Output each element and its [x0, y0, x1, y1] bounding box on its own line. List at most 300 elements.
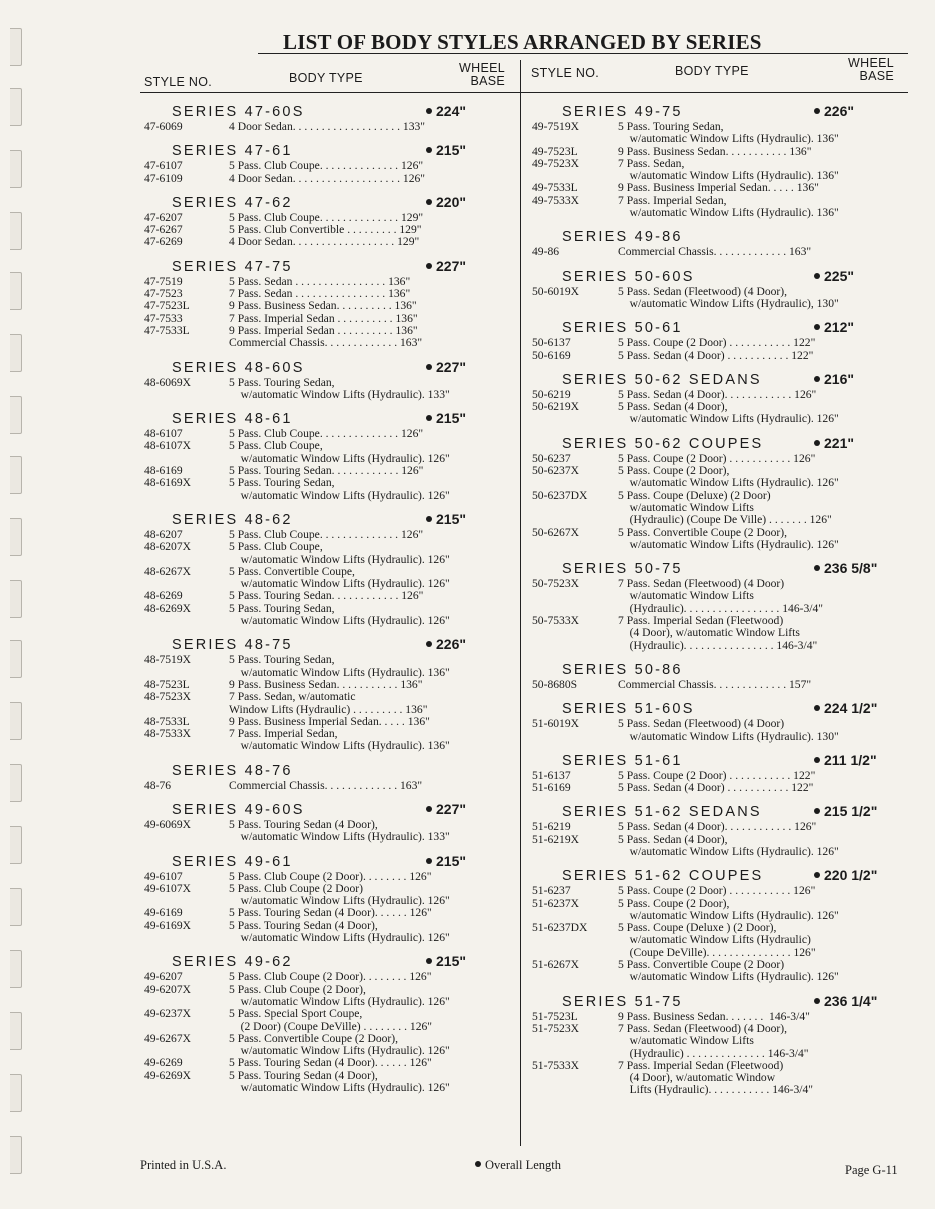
style-number: 51-6237DX [532, 921, 588, 935]
series-wheelbase [814, 700, 877, 716]
bullet-icon [426, 858, 432, 864]
wheelbase-value: 221" [824, 434, 854, 451]
wheelbase-value: 227" [436, 800, 466, 817]
style-number: 47-7523L [144, 299, 190, 313]
body-type-line: w/automatic Window Lifts (Hydraulic). 126" [229, 488, 450, 502]
body-style-row [144, 907, 514, 919]
body-type-line: 5 Pass. Club Coupe. . . . . . . . . . . . . . 129" [229, 210, 424, 224]
body-type-line: w/automatic Window Lifts (Hydraulic). 126" [618, 844, 839, 858]
body-style-row [532, 782, 902, 794]
body-type-line: w/automatic Window Lifts (Hydraulic). 126" [618, 412, 839, 426]
body-type-line: 9 Pass. Business Sedan. . . . . . . . . . 136" [229, 299, 417, 313]
series-wheelbase [814, 752, 877, 768]
bullet-icon [426, 415, 432, 421]
binder-hole [10, 88, 22, 126]
series-name: SERIES 50-86 [562, 661, 683, 678]
binder-hole [10, 456, 22, 494]
style-number: 48-6107 [144, 427, 183, 441]
style-number: 47-7519 [144, 274, 183, 288]
binder-hole [10, 28, 22, 66]
series-header [532, 264, 902, 286]
style-number: 49-7523X [532, 156, 580, 170]
binder-hole [10, 826, 22, 864]
body-type-line: w/automatic Window Lifts (Hydraulic). 136" [229, 665, 450, 679]
wheelbase-value: 226" [436, 636, 466, 653]
body-type-line: 5 Pass. Touring Sedan, [229, 375, 335, 389]
style-number: 49-7519X [532, 120, 580, 133]
series-header [532, 224, 902, 246]
series-wheelbase [426, 801, 466, 817]
body-style-row [532, 182, 902, 194]
bullet-icon [814, 808, 820, 814]
style-number: 48-6169X [144, 476, 192, 490]
series-wheelbase [426, 511, 466, 527]
style-number: 49-6069X [144, 817, 192, 831]
series-name: SERIES 47-61 [172, 143, 293, 160]
style-number: 51-6137 [532, 768, 571, 782]
body-style-row [144, 428, 514, 440]
series-name: SERIES 51-60S [562, 701, 695, 718]
body-type-line: 5 Pass. Sedan (4 Door). . . . . . . . . . . . 126" [618, 387, 817, 401]
body-style-row [532, 158, 902, 183]
body-type-line: w/automatic Window Lifts (Hydraulic). 126" [229, 994, 450, 1008]
series-name: SERIES 49-75 [562, 104, 683, 120]
binder-hole [10, 150, 22, 188]
body-style-row [532, 146, 902, 158]
body-type-line: 5 Pass. Coupe (2 Door), [618, 896, 730, 910]
body-type-line: w/automatic Window Lifts (Hydraulic). 126" [229, 577, 450, 591]
body-type-line: 5 Pass. Club Coupe (2 Door) [229, 881, 363, 895]
style-number: 49-6107X [144, 881, 192, 895]
body-type-line: 7 Pass. Sedan . . . . . . . . . . . . . . . . 136" [229, 287, 411, 301]
body-type-line: 5 Pass. Coupe (2 Door) . . . . . . . . . . . 122" [618, 768, 816, 782]
style-number: 47-7533L [144, 323, 190, 337]
body-style-row [144, 300, 514, 312]
style-number: 49-7523L [532, 144, 578, 158]
style-number: 50-6169 [532, 348, 571, 362]
binder-holes [0, 0, 30, 1209]
header-base: BASE [470, 74, 505, 88]
bullet-icon [426, 108, 432, 114]
body-type-line: w/automatic Window Lifts (Hydraulic). 126" [618, 537, 839, 551]
series-wheelbase [814, 993, 877, 1009]
series-header [532, 863, 902, 885]
body-type-line: 9 Pass. Business Imperial Sedan. . . . . 136" [229, 714, 430, 728]
body-style-row [144, 1008, 514, 1033]
style-number: 49-6169X [144, 918, 192, 932]
body-type-line: 5 Pass. Sedan (Fleetwood) (4 Door), [618, 284, 788, 298]
series-name: SERIES 51-62 COUPES [562, 868, 764, 885]
body-style-row [144, 541, 514, 566]
style-number: 50-6237DX [532, 488, 588, 502]
body-type-line: 5 Pass. Convertible Coupe, [229, 564, 355, 578]
body-type-line: 7 Pass. Sedan, w/automatic [229, 690, 356, 704]
body-style-row [144, 780, 514, 792]
series-wheelbase [814, 435, 854, 451]
style-number: 50-6137 [532, 336, 571, 350]
body-type-line: 5 Pass. Coupe (2 Door) . . . . . . . . . . . 126" [618, 451, 816, 465]
wheelbase-value: 211 1/2" [824, 751, 877, 768]
body-type-line: w/automatic Window Lifts (Hydraulic). 126" [229, 614, 450, 628]
body-style-row [532, 834, 902, 859]
body-style-row [532, 959, 902, 984]
wheelbase-value: 220" [436, 193, 466, 210]
body-type-line: 9 Pass. Business Sedan. . . . . . . 146-3/4" [618, 1009, 810, 1023]
body-type-line: w/automatic Window Lifts (Hydraulic). 126" [618, 908, 839, 922]
body-type-line: 5 Pass. Sedan (4 Door). . . . . . . . . . . . 126" [618, 820, 817, 834]
body-style-row [532, 337, 902, 349]
series-name: SERIES 47-62 [172, 194, 293, 211]
binder-hole [10, 950, 22, 988]
style-number: 50-6219X [532, 400, 580, 414]
body-type-line: w/automatic Window Lifts (Hydraulic). 133" [229, 830, 450, 844]
body-style-row [144, 173, 514, 185]
body-style-row [532, 898, 902, 923]
style-number: 48-7523X [144, 690, 192, 704]
series-wheelbase [426, 194, 466, 210]
series-name: SERIES 47-75 [172, 258, 293, 275]
style-number: 49-7533L [532, 181, 578, 195]
body-style-row [144, 325, 514, 350]
body-type-line: w/automatic Window Lifts (Hydraulic). 136" [618, 206, 839, 220]
bullet-icon [426, 516, 432, 522]
body-type-line: (4 Door), w/automatic Window [618, 1071, 776, 1085]
body-type-line: w/automatic Window Lifts [618, 1034, 754, 1048]
style-number: 50-7523X [532, 577, 580, 591]
wheelbase-value: 215 1/2" [824, 803, 878, 820]
series-wheelbase [814, 867, 877, 883]
body-type-line: 7 Pass. Sedan (Fleetwood) (4 Door) [618, 577, 785, 591]
series-header [144, 355, 514, 377]
style-number: 48-76 [144, 778, 172, 792]
series-wheelbase [426, 410, 466, 426]
header-wheel: WHEEL [459, 61, 505, 75]
series-name: SERIES 50-75 [562, 561, 683, 578]
series-header [532, 799, 902, 821]
body-type-line: (Coupe DeVille). . . . . . . . . . . . . . . 126" [618, 945, 816, 959]
bullet-icon [426, 199, 432, 205]
bullet-icon [814, 273, 820, 279]
style-number: 47-6207 [144, 210, 183, 224]
style-number: 48-6069X [144, 375, 192, 389]
series-name: SERIES 49-60S [172, 801, 305, 818]
body-style-row [144, 160, 514, 172]
wheelbase-value: 227" [436, 257, 466, 274]
series-header [144, 190, 514, 212]
body-type-line: w/automatic Window Lifts (Hydraulic), 130" [618, 296, 839, 310]
body-type-line: w/automatic Window Lifts (Hydraulic). 136" [229, 739, 450, 753]
body-type-line: 7 Pass. Imperial Sedan . . . . . . . . . . 136" [229, 311, 418, 325]
series-name: SERIES 51-62 SEDANS [562, 804, 762, 821]
body-type-line: 4 Door Sedan. . . . . . . . . . . . . . . . . . 129" [229, 235, 420, 249]
wheelbase-value: 227" [436, 358, 466, 375]
body-type-line: 5 Pass. Coupe (2 Door), [618, 464, 730, 478]
body-type-line: 5 Pass. Club Coupe, [229, 439, 323, 453]
body-type-line: 5 Pass. Touring Sedan, [229, 653, 335, 667]
style-number: 49-6169 [144, 906, 183, 920]
series-wheelbase [814, 103, 854, 119]
body-type-line: 5 Pass. Touring Sedan. . . . . . . . . . . . 126" [229, 464, 424, 478]
series-name: SERIES 50-61 [562, 320, 683, 337]
series-wheelbase [814, 371, 854, 387]
body-style-row [532, 615, 902, 652]
body-type-line: w/automatic Window Lifts (Hydraulic). 136" [618, 169, 839, 183]
style-number: 49-6267X [144, 1031, 192, 1045]
style-number: 47-6267 [144, 223, 183, 237]
body-type-line: (4 Door), w/automatic Window Lifts [618, 626, 800, 640]
body-type-line: 7 Pass. Imperial Sedan (Fleetwood) [618, 614, 784, 628]
header-body-type: BODY TYPE [289, 71, 363, 85]
bullet-icon [814, 376, 820, 382]
style-number: 49-6269 [144, 1056, 183, 1070]
body-type-line: 5 Pass. Sedan (4 Door) . . . . . . . . . . . 122" [618, 348, 814, 362]
header-body-type-right: BODY TYPE [675, 64, 749, 78]
body-type-line: Commercial Chassis. . . . . . . . . . . . . 163" [229, 778, 423, 792]
series-header [144, 254, 514, 276]
body-style-row [532, 885, 902, 897]
series-name: SERIES 48-62 [172, 511, 293, 528]
body-type-line: 5 Pass. Sedan (4 Door), [618, 400, 728, 414]
body-type-line: 5 Pass. Sedan . . . . . . . . . . . . . . . . 136" [229, 274, 411, 288]
body-style-row [144, 819, 514, 844]
bullet-icon [814, 440, 820, 446]
style-number: 51-6019X [532, 717, 580, 731]
body-type-line: w/automatic Window Lifts (Hydraulic). 126" [229, 1081, 450, 1095]
body-type-line: w/automatic Window Lifts (Hydraulic). 130" [618, 729, 839, 743]
series-wheelbase [814, 319, 854, 335]
series-name: SERIES 48-61 [172, 411, 293, 428]
body-type-line: 7 Pass. Imperial Sedan, [618, 193, 727, 207]
bullet-icon [814, 757, 820, 763]
body-style-row [532, 527, 902, 552]
series-wheelbase [426, 103, 466, 119]
binder-hole [10, 396, 22, 434]
body-type-line: 5 Pass. Convertible Coupe (2 Door) [618, 958, 785, 972]
series-name: SERIES 49-61 [172, 853, 293, 870]
body-style-row [532, 246, 902, 258]
body-style-row [532, 679, 902, 691]
body-style-row [532, 1023, 902, 1060]
series-header [144, 138, 514, 160]
binder-hole [10, 702, 22, 740]
header-style-no: STYLE NO. [144, 75, 212, 89]
header-rule-right [520, 92, 908, 93]
series-wheelbase [814, 560, 877, 576]
series-wheelbase [426, 953, 466, 969]
body-type-line: w/automatic Window Lifts (Hydraulic). 126" [618, 476, 839, 490]
body-style-row [144, 883, 514, 908]
body-type-line: (Hydraulic). . . . . . . . . . . . . . . . 146-3/4" [618, 638, 818, 652]
body-style-row [532, 350, 902, 362]
body-style-row [144, 1057, 514, 1069]
page-title: LIST OF BODY STYLES ARRANGED BY SERIES [283, 30, 762, 54]
series-name: SERIES 50-62 COUPES [562, 435, 764, 452]
style-number: 47-6069 [144, 120, 183, 133]
style-number: 51-7523L [532, 1009, 578, 1023]
series-name: SERIES 47-60S [172, 104, 305, 120]
body-type-line: 5 Pass. Club Coupe (2 Door). . . . . . . . 126" [229, 869, 432, 883]
body-style-row [144, 1033, 514, 1058]
body-style-row [532, 401, 902, 426]
body-type-line: 5 Pass. Club Coupe. . . . . . . . . . . . . . 126" [229, 427, 424, 441]
body-style-row [532, 718, 902, 743]
series-header [532, 431, 902, 453]
binder-hole [10, 764, 22, 802]
body-type-line: 5 Pass. Touring Sedan (4 Door), [229, 918, 378, 932]
style-number: 49-7533X [532, 193, 580, 207]
series-name: SERIES 51-61 [562, 752, 683, 769]
body-type-line: (2 Door) (Coupe DeVille) . . . . . . . . 126" [229, 1019, 433, 1033]
body-style-row [532, 465, 902, 490]
series-name: SERIES 50-62 SEDANS [562, 371, 762, 388]
bullet-icon [426, 641, 432, 647]
style-number: 51-6219X [532, 832, 580, 846]
body-type-line: 5 Pass. Touring Sedan (4 Door), [229, 1068, 378, 1082]
binder-hole [10, 640, 22, 678]
style-number: 51-6237 [532, 884, 571, 898]
style-number: 51-7533X [532, 1058, 580, 1072]
series-header [144, 849, 514, 871]
body-type-line: w/automatic Window Lifts [618, 589, 754, 603]
wheelbase-value: 224 1/2" [824, 700, 878, 717]
body-type-line: 5 Pass. Sedan (4 Door) . . . . . . . . . . . 122" [618, 781, 814, 795]
style-number: 48-6107X [144, 439, 192, 453]
style-number: 50-6237 [532, 451, 571, 465]
series-header [532, 367, 902, 389]
style-number: 48-6207 [144, 527, 183, 541]
series-header [532, 315, 902, 337]
series-name: SERIES 50-60S [562, 268, 695, 285]
style-number: 48-6269X [144, 601, 192, 615]
body-style-row [144, 590, 514, 602]
body-type-line: 5 Pass. Club Coupe, [229, 540, 323, 554]
body-type-line: 5 Pass. Coupe (2 Door) . . . . . . . . . . . 122" [618, 336, 816, 350]
wheelbase-value: 226" [824, 103, 854, 119]
bullet-icon [814, 565, 820, 571]
wheelbase-value: 215" [436, 852, 466, 869]
style-number: 48-6267X [144, 564, 192, 578]
footer-legend [475, 1158, 561, 1173]
body-type-line: 5 Pass. Coupe (Deluxe) (2 Door) [618, 488, 771, 502]
bullet-icon [814, 324, 820, 330]
series-header [144, 406, 514, 428]
body-style-row [532, 1060, 902, 1097]
style-number: 50-6267X [532, 525, 580, 539]
body-type-line: w/automatic Window Lifts (Hydraulic). 126" [229, 451, 450, 465]
body-type-line: w/automatic Window Lifts (Hydraulic) [618, 933, 811, 947]
body-type-line: Commercial Chassis. . . . . . . . . . . . . 163" [229, 336, 423, 350]
style-number: 48-6207X [144, 540, 192, 554]
body-type-line: 7 Pass. Sedan, [618, 156, 685, 170]
bullet-icon [814, 998, 820, 1004]
body-style-row [144, 654, 514, 679]
series-header [144, 632, 514, 654]
style-number: 47-7533 [144, 311, 183, 325]
header-rule-left [140, 92, 520, 93]
column-divider [520, 60, 521, 1146]
style-number: 50-6219 [532, 387, 571, 401]
series-header [532, 748, 902, 770]
body-type-line: 5 Pass. Touring Sedan (4 Door). . . . . . 126" [229, 1056, 432, 1070]
body-type-line: w/automatic Window Lifts (Hydraulic). 126" [618, 970, 839, 984]
body-type-line: w/automatic Window Lifts (Hydraulic). 126" [229, 894, 450, 908]
body-style-row [532, 195, 902, 220]
style-number: 47-7523 [144, 287, 183, 301]
body-type-line: 5 Pass. Club Coupe (2 Door), [229, 982, 366, 996]
header-base-right: BASE [859, 69, 894, 83]
series-name: SERIES 48-75 [172, 637, 293, 654]
binder-hole [10, 1012, 22, 1050]
series-name: SERIES 48-60S [172, 359, 305, 376]
body-type-line: 7 Pass. Imperial Sedan (Fleetwood) [618, 1058, 784, 1072]
wheelbase-value: 225" [824, 267, 854, 284]
wheelbase-value: 216" [824, 370, 854, 387]
body-type-line: 5 Pass. Touring Sedan (4 Door), [229, 817, 378, 831]
page-number: Page G-11 [845, 1163, 898, 1177]
body-type-line: 7 Pass. Imperial Sedan, [229, 727, 338, 741]
header-style-no-right: STYLE NO. [531, 66, 599, 80]
wheelbase-value: 215" [436, 142, 466, 159]
body-type-line: 5 Pass. Club Convertible . . . . . . . . . 129" [229, 223, 422, 237]
body-style-row [144, 566, 514, 591]
wheelbase-value: 215" [436, 510, 466, 527]
body-style-row [144, 121, 514, 133]
binder-hole [10, 212, 22, 250]
body-type-line: 4 Door Sedan. . . . . . . . . . . . . . . . . . . 126" [229, 171, 426, 185]
body-style-row [532, 821, 902, 833]
body-style-row [144, 971, 514, 983]
series-header [532, 556, 902, 578]
series-header [532, 696, 902, 718]
style-number: 50-8680S [532, 677, 578, 691]
style-number: 47-6107 [144, 159, 183, 173]
style-number: 49-86 [532, 245, 560, 259]
body-type-line: 5 Pass. Sedan (4 Door), [618, 832, 728, 846]
style-number: 48-7523L [144, 677, 190, 691]
body-type-line: 5 Pass. Sedan (Fleetwood) (4 Door) [618, 717, 785, 731]
body-style-row [144, 377, 514, 402]
series-name: SERIES 49-86 [562, 229, 683, 246]
wheelbase-value: 224" [436, 103, 466, 119]
body-type-line: 9 Pass. Business Sedan. . . . . . . . . . . 136" [229, 677, 423, 691]
body-style-row [144, 603, 514, 628]
body-type-line: Window Lifts (Hydraulic) . . . . . . . . . 136" [229, 702, 428, 716]
series-header [532, 657, 902, 679]
series-wheelbase [426, 142, 466, 158]
body-style-row [144, 728, 514, 753]
body-style-row [144, 1070, 514, 1095]
body-type-line: 5 Pass. Club Coupe. . . . . . . . . . . . . . 126" [229, 159, 424, 173]
bullet-icon [426, 364, 432, 370]
series-header [532, 989, 902, 1011]
body-style-row [144, 236, 514, 248]
body-type-line: 5 Pass. Touring Sedan. . . . . . . . . . . . 126" [229, 589, 424, 603]
series-name: SERIES 48-76 [172, 762, 293, 779]
body-type-line: Lifts (Hydraulic). . . . . . . . . . . 146-3/4" [618, 1083, 814, 1097]
body-style-row [532, 286, 902, 311]
body-style-row [144, 440, 514, 465]
body-type-line: (Hydraulic). . . . . . . . . . . . . . . . . 146-3/4" [618, 601, 824, 615]
binder-hole [10, 334, 22, 372]
bullet-icon [426, 147, 432, 153]
body-type-line: (Hydraulic) (Coupe De Ville) . . . . . . . 126" [618, 513, 832, 527]
header-wheel-right: WHEEL [848, 56, 894, 70]
style-number: 48-6169 [144, 464, 183, 478]
style-number: 48-7533L [144, 714, 190, 728]
body-style-row [144, 920, 514, 945]
series-wheelbase [426, 359, 466, 375]
body-type-line: Commercial Chassis. . . . . . . . . . . . . 163" [618, 245, 812, 259]
